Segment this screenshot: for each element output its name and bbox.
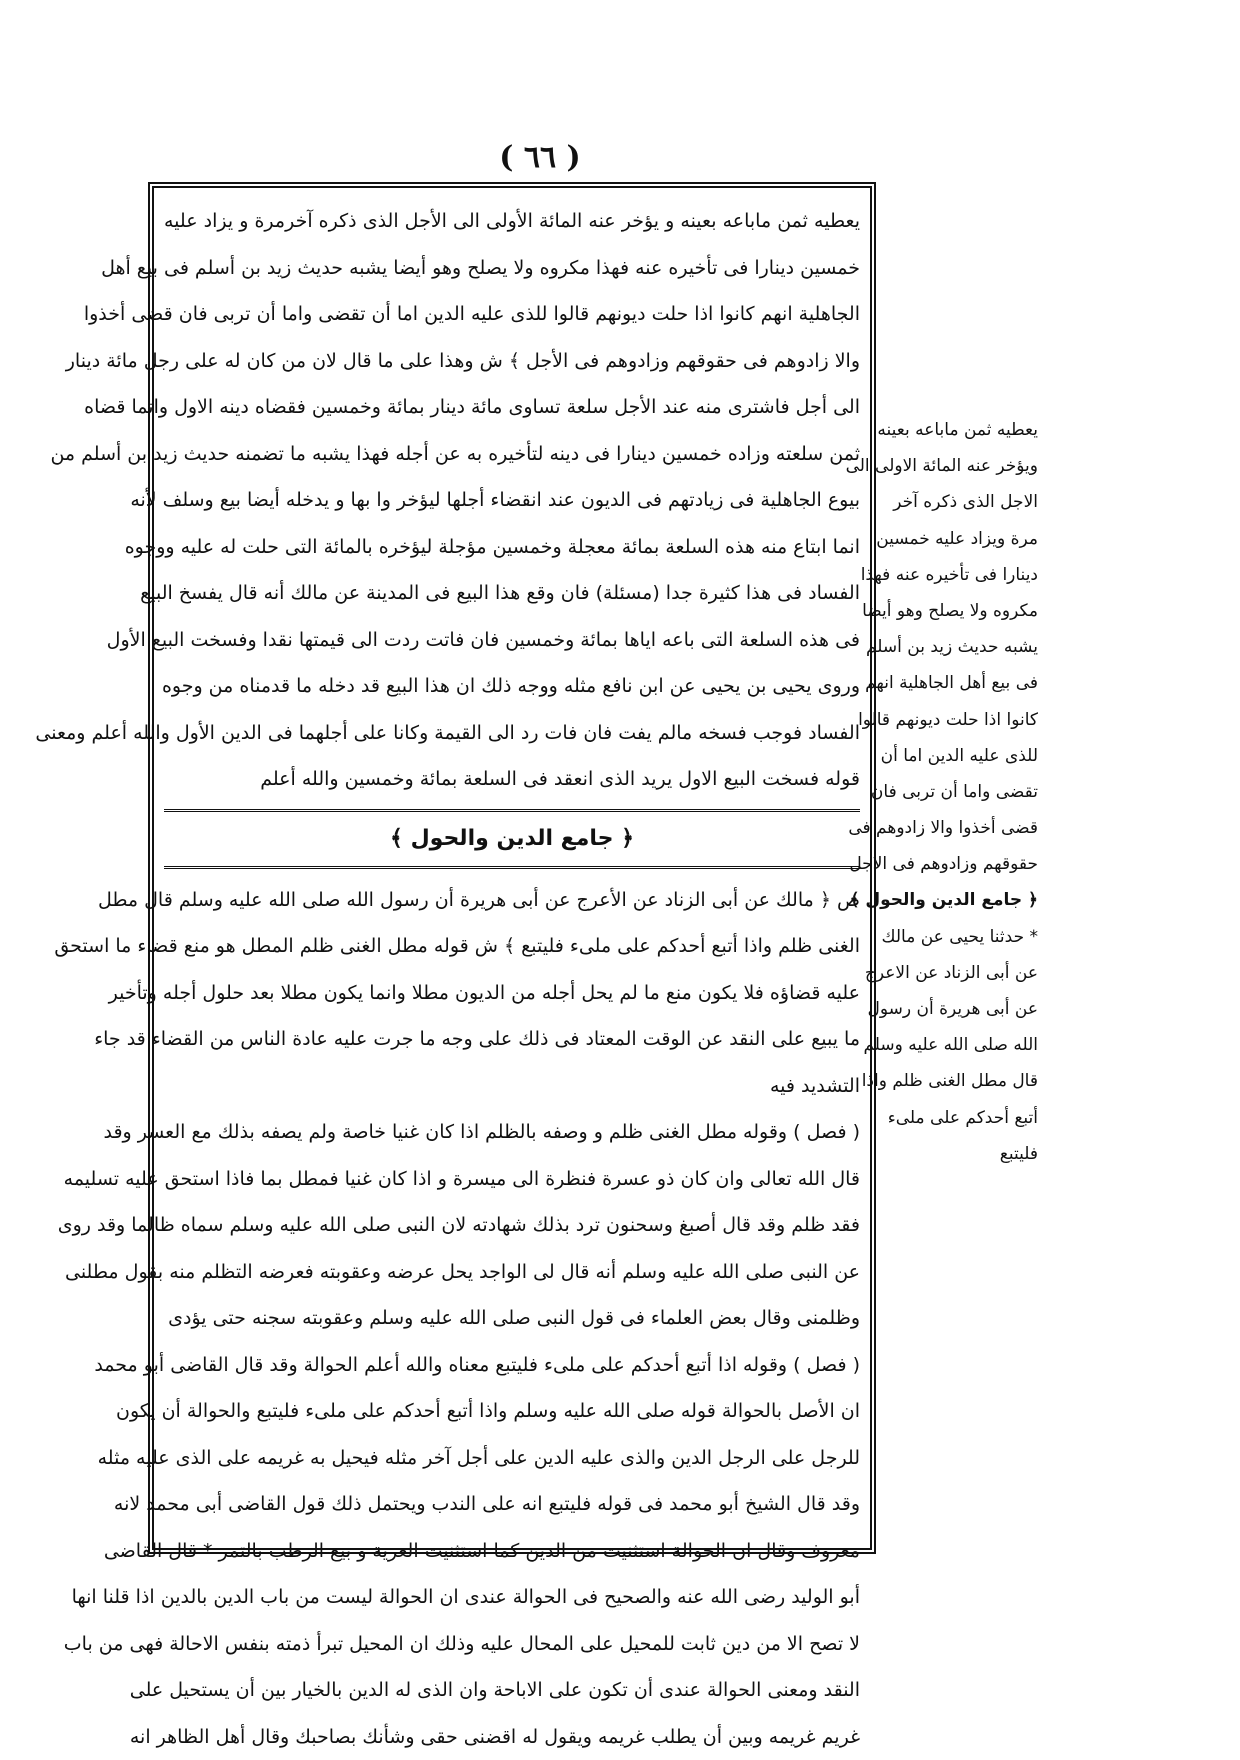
margin-line: * حدثنا يحيى عن مالك	[886, 919, 1038, 955]
text-line: والا زادوهم فى حقوقهم وزادوهم فى الأجل ﴾ ش وهذا على ما قال لان من كان له على رجل مائة دينار	[164, 338, 860, 385]
margin-line: الاجل الذى ذكره آخر	[886, 484, 1038, 520]
text-line: معروف وقال ان الحوالة استثنيت من الدين كما استثنيت العرية و بيع الرطب بالتمر * قال القاضى	[164, 1528, 860, 1575]
text-line: بيوع الجاهلية فى زيادتهم فى الديون عند انقضاء أجلها ليؤخر وا بها و يدخله أيضا بيع وسلف لأنه	[164, 477, 860, 524]
margin-line: مرة ويزاد عليه خمسين	[886, 521, 1038, 557]
text-line: الغنى ظلم واذا أتبع أحدكم على ملىء فليتبع ﴾ ش قوله مطل الغنى ظلم المطل هو منع قضاء ما استحق	[164, 923, 860, 970]
text-line: الجاهلية انهم كانوا اذا حلت ديونهم قالوا للذى عليه الدين اما أن تقضى واما أن تربى فان قضى أخذوا	[164, 291, 860, 338]
margin-line: فى بيع أهل الجاهلية انهم	[886, 665, 1038, 701]
text-line: يعطيه ثمن ماباعه بعينه و يؤخر عنه المائة الأولى الى الأجل الذى ذكره آخرمرة و يزاد عليه	[164, 198, 860, 245]
text-line: وظلمنى وقال بعض العلماء فى قول النبى صلى الله عليه وسلم وعقوبته سجنه حتى يؤدى	[164, 1295, 860, 1342]
margin-line: كانوا اذا حلت ديونهم قالوا	[886, 702, 1038, 738]
paragraph-1	[164, 198, 860, 803]
margin-line: فليتبع	[886, 1136, 1038, 1172]
text-line: فى هذه السلعة التى باعه اياها بمائة وخمسين فان فاتت ردت الى قيمتها نقدا وفسخت البيع الأول	[164, 617, 860, 664]
text-line: انما ابتاع منه هذه السلعة بمائة معجلة وخمسين مؤجلة ليؤخره بالمائة التى حلت له عليه ووجوه	[164, 524, 860, 571]
margin-line: دينارا فى تأخيره عنه فهذا	[886, 557, 1038, 593]
margin-line: قضى أخذوا والا زادوهم فى	[886, 810, 1038, 846]
margin-line: مكروه ولا يصلح وهو أيضا	[886, 593, 1038, 629]
margin-line: قال مطل الغنى ظلم واذا	[886, 1063, 1038, 1099]
margin-line: عن أبى الزناد عن الاعرج	[886, 955, 1038, 991]
text-line: فقد ظلم وقد قال أصبغ وسحنون ترد بذلك شهادته لان النبى صلى الله عليه وسلم سماه ظالما وقد روى	[164, 1202, 860, 1249]
margin-line: للذى عليه الدين اما أن	[886, 738, 1038, 774]
text-line: ثمن سلعته وزاده خمسين دينارا فى دينه لتأخيره به عن أجله فهذا يشبه ما تضمنه حديث زيد بن أسلم من	[164, 431, 860, 478]
margin-line: يشبه حديث زيد بن أسلم	[886, 629, 1038, 665]
text-line: للرجل على الرجل الدين والذى عليه الدين على أجل آخر مثله فيحيل به غريمه على الذى عليه مثله	[164, 1435, 860, 1482]
paragraph-2	[164, 877, 860, 1110]
text-line: التشديد فيه	[164, 1063, 860, 1110]
margin-note	[886, 412, 1038, 1172]
text-line: الى أجل فاشترى منه عند الأجل سلعة تساوى مائة دينار بمائة وخمسين فقضاه دينه الاول وانما قضاه	[164, 384, 860, 431]
text-line: ( فصل ) وقوله اذا أتبع أحدكم على ملىء فليتبع معناه والله أعلم الحوالة وقد قال القاضى أبو محمد	[164, 1342, 860, 1389]
text-line: ( فصل ) وقوله مطل الغنى ظلم و وصفه بالظلم اذا كان غنيا خاصة ولم يصفه بذلك مع العسر وقد	[164, 1109, 860, 1156]
text-line: ان الأصل بالحوالة قوله صلى الله عليه وسلم واذا أتبع أحدكم على ملىء فليتبع والحوالة أن يكون	[164, 1388, 860, 1435]
paragraph-4	[164, 1342, 860, 1760]
main-text-frame	[148, 182, 876, 1554]
margin-line: تقضى واما أن تربى فان	[886, 774, 1038, 810]
text-line: خمسين دينارا فى تأخيره عنه فهذا مكروه ولا يصلح وهو أيضا يشبه حديث زيد بن أسلم فى بيع أهل	[164, 245, 860, 292]
margin-line: ويؤخر عنه المائة الاولى الى	[886, 448, 1038, 484]
text-line: وروى يحيى بن يحيى عن ابن نافع مثله ووجه ذلك ان هذا البيع قد دخله ما قدمناه من وجوه	[164, 663, 860, 710]
text-line: النقد ومعنى الحوالة عندى أن تكون على الاباحة وان الذى له الدين بالخيار بين أن يستحيل على	[164, 1667, 860, 1714]
page-number: ( ٦٦ )	[470, 138, 610, 178]
text-line: الفساد فوجب فسخه مالم يفت فان فات رد الى القيمة وكانا على أجلهما فى الدين الأول والله أعلم ومعنى	[164, 710, 860, 757]
margin-line: عن أبى هريرة أن رسول	[886, 991, 1038, 1027]
margin-line: يعطيه ثمن ماباعه بعينه	[886, 412, 1038, 448]
text-line: عن النبى صلى الله عليه وسلم أنه قال لى الواجد يحل عرضه وعقوبته فعرضه التظلم منه بقول مطلنى	[164, 1249, 860, 1296]
text-line: ما يبيع على النقد عن الوقت المعتاد فى ذلك على وجه ما جرت عليه عادة الناس من القضاء قد جاء	[164, 1016, 860, 1063]
text-line: غريم غريمه وبين أن يطلب غريمه ويقول له اقضنى حقى وشأنك بصاحبك وقال أهل الظاهر انه	[164, 1714, 860, 1760]
text-line: قال الله تعالى وان كان ذو عسرة فنظرة الى ميسرة و اذا كان غنيا فمطل بما فاذا استحق عليه تسليمه	[164, 1156, 860, 1203]
section-divider-bottom	[164, 866, 860, 869]
text-line: وقد قال الشيخ أبو محمد فى قوله فليتبع انه على الندب ويحتمل ذلك قول القاضى أبى محمد لانه	[164, 1481, 860, 1528]
margin-line: حقوقهم وزادوهم فى الاجل	[886, 846, 1038, 882]
text-line: ص ﴿ مالك عن أبى الزناد عن الأعرج عن أبى هريرة أن رسول الله صلى الله عليه وسلم قال مطل	[164, 877, 860, 924]
section-heading: ﴿ جامع الدين والحول ﴾	[164, 812, 860, 866]
margin-section-heading: ﴿ جامع الدين والحول ﴾	[886, 882, 1038, 918]
text-line: أبو الوليد رضى الله عنه والصحيح فى الحوالة عندى ان الحوالة ليست من باب الدين بالدين اذا قلنا انها	[164, 1574, 860, 1621]
text-line: لا تصح الا من دين ثابت للمحيل على المحال عليه وذلك ان المحيل تبرأ ذمته بنفس الاحالة فهى من باب	[164, 1621, 860, 1668]
margin-line: الله صلى الله عليه وسلم	[886, 1027, 1038, 1063]
paragraph-3	[164, 1109, 860, 1342]
text-line: الفساد فى هذا كثيرة جدا (مسئلة) فان وقع هذا البيع فى المدينة عن مالك أنه قال يفسخ البيع	[164, 570, 860, 617]
text-line: عليه قضاؤه فلا يكون منع ما لم يحل أجله من الديون مطلا وانما يكون مطلا بعد حلول أجله وتأخير	[164, 970, 860, 1017]
main-text-body	[154, 192, 870, 1544]
text-line: قوله فسخت البيع الاول يريد الذى انعقد فى السلعة بمائة وخمسين والله أعلم	[164, 756, 860, 803]
margin-line: أتبع أحدكم على ملىء	[886, 1100, 1038, 1136]
